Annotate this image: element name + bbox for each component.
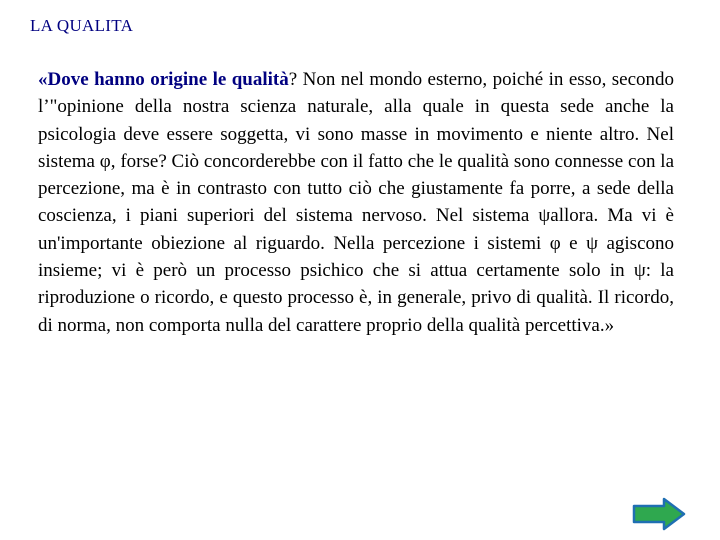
quote-bold-start: «Dove hanno origine le qualità (38, 69, 289, 90)
slide-title: LA QUALITA (30, 16, 134, 35)
quote-text: ? Non nel mondo esterno, poiché in esso, secondo l’"opinione della nostra scienza naturale, alla quale in questa sede anche la psicologia deve essere soggetta, vi sono masse in movimento e niente altro. Nel sistema φ, forse? Ciò concorderebbe con il fatto che le qualità sono connesse con la percezione, ma è in contrasto con tutto ciò che giustamente fa porre, a sede della coscienza, i piani superiori del sistema nervoso. Nel sistema ψallora. Ma vi è un'importante obiezione al riguardo. Nella percezione i sistemi φ e ψ agiscono insieme; vi è però un processo psichico che si attua certamente solo in ψ: la riproduzione o ricordo, e questo processo è, in generale, privo di qualità. Il ricordo, di norma, non comporta nulla del carattere proprio della qualità percettiva.» (38, 69, 674, 336)
right-arrow-icon (632, 497, 686, 531)
quote-paragraph (38, 66, 674, 339)
next-slide-button[interactable] (632, 497, 686, 531)
